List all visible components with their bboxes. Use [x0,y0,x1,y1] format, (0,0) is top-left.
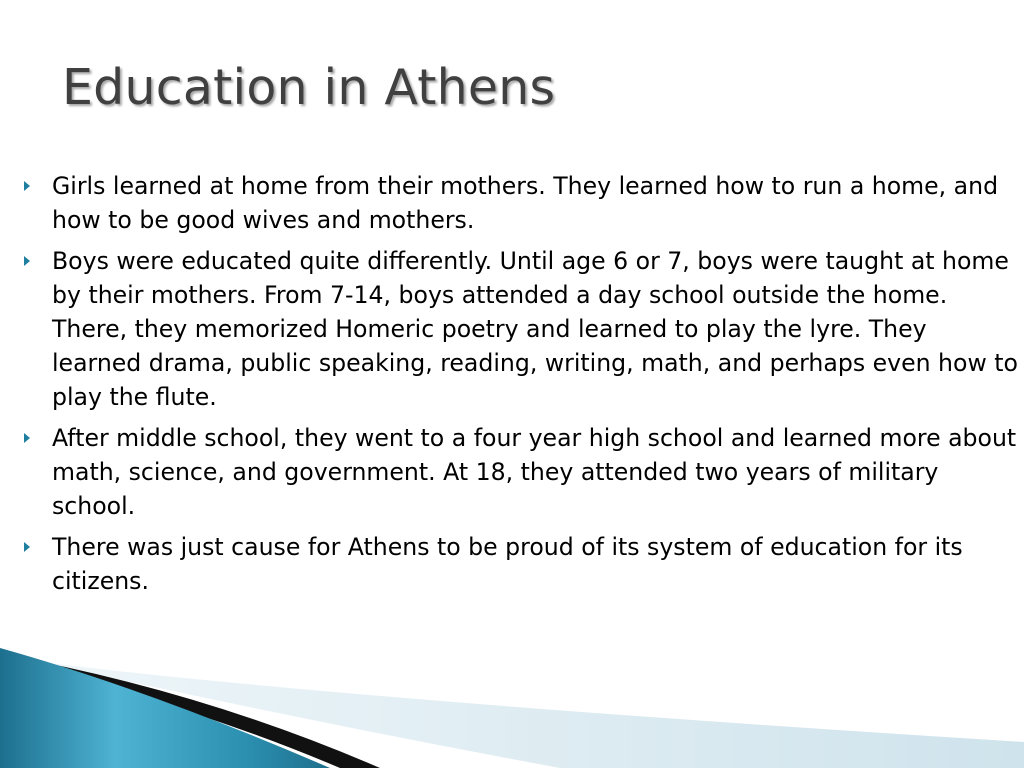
bullet-text: After middle school, they went to a four year high school and learned more about math, science, and government. At 18, they attended two years of military school. [52,424,1017,520]
bullet-item [24,169,1019,237]
bullet-list [24,169,1019,605]
bullet-text: Girls learned at home from their mothers. They learned how to run a home, and how to be good wives and mothers. [52,172,999,234]
triangle-bullet-icon [24,256,30,266]
slide-title: Education in Athens [62,59,556,116]
bullet-text: There was just cause for Athens to be proud of its system of education for its citizens. [52,533,963,595]
triangle-bullet-icon [24,433,30,443]
triangle-bullet-icon [24,181,30,191]
bullet-item [24,244,1019,414]
light-wave-shape [40,662,1024,768]
bullet-item [24,530,1019,598]
teal-wave-shape [0,648,330,768]
triangle-bullet-icon [24,542,30,552]
bullet-item [24,421,1019,523]
dark-wave-shape [0,654,380,768]
bullet-text: Boys were educated quite differently. Until age 6 or 7, boys were taught at home by their mothers. From 7-14, boys attended a day school outside the home. There, they memorized Homeric poetry and learned to play the lyre. They learned drama, public speaking, reading, writing, math, and perhaps even how to play the flute. [52,247,1018,411]
